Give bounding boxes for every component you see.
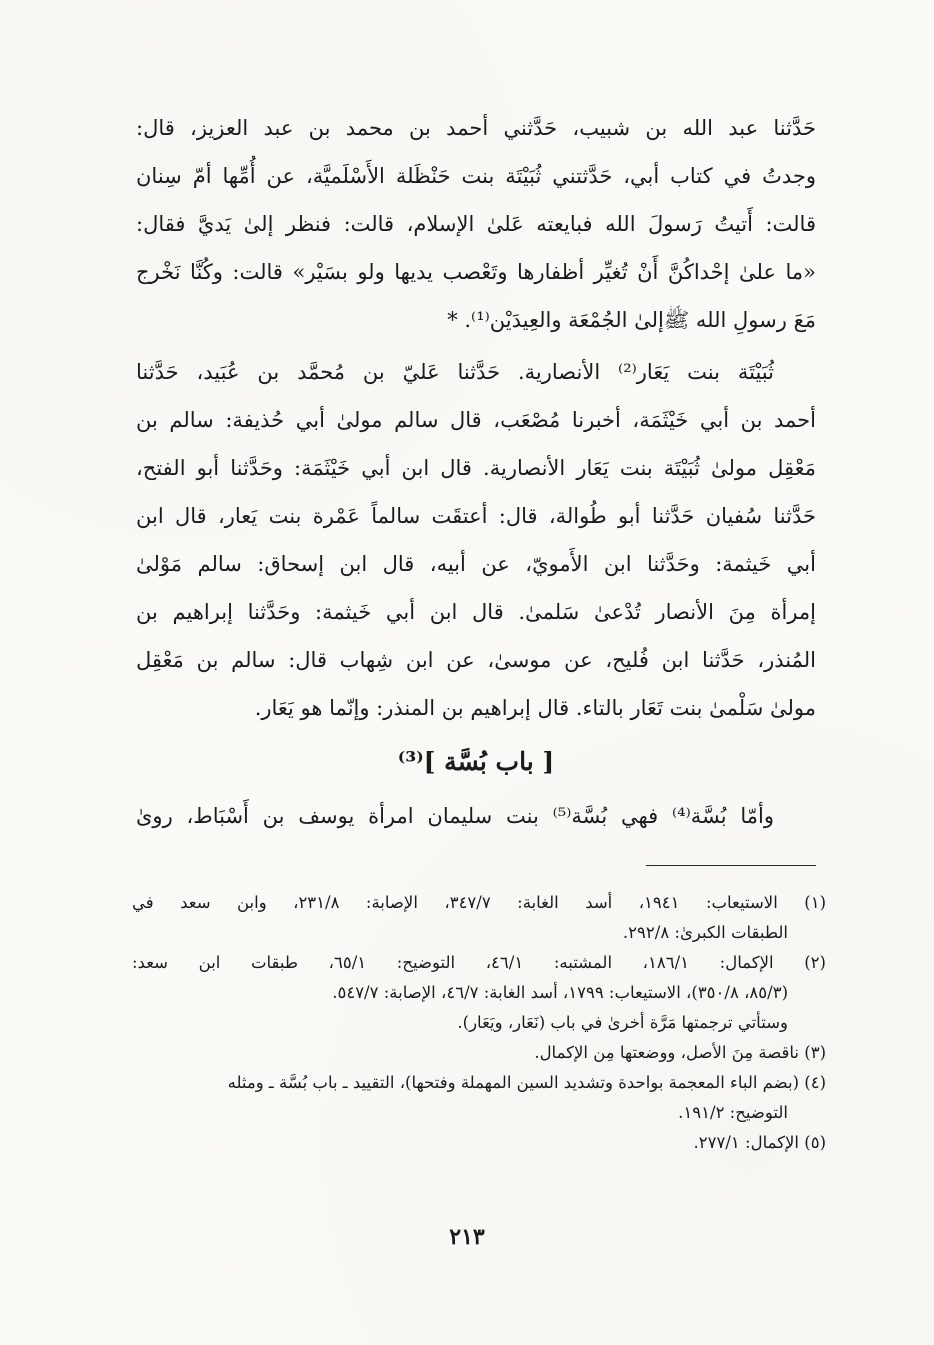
text-line: أبي خَيثمة: وحَدَّثنا ابن الأَمويّ، عن أبيه، قال ابن إسحاق: سالم مَوْلىٰ: [136, 552, 816, 576]
text-line: حَدَّثنا سُفيان حَدَّثنا أبو طُوالة، قال: أعتقَت سالماً عَمْرة بنت يَعار، قال ابن: [136, 504, 816, 528]
footnote: [132, 1128, 826, 1158]
footnote-line: (١) الاستيعاب: ١٩٤١، أسد الغابة: ٣٤٧/٧، الإصابة: ٢٣١/٨، وابن سعد في: [132, 893, 826, 912]
section-heading: [ باب بُسَّة ]⁽³⁾: [397, 747, 555, 776]
footnote: [132, 888, 826, 948]
footnote-line: (٥) الإكمال: ٢٧٧/١.: [693, 1133, 826, 1152]
paragraph-bussa: [136, 792, 816, 840]
paragraph-umm-sinan: [136, 104, 816, 344]
footnote-line: (٣) ناقصة مِنَ الأصل، ووضعتها مِن الإكمال.: [534, 1043, 826, 1062]
text-line: وجدتُ في كتاب أبي، حَدَّثتني ثُبَيْتَة بنت حَنْظَلة الأَسْلَميَّة، عن أُمِّها أمّ سِنان: [136, 164, 816, 188]
page-number: ٢١٣: [449, 1224, 485, 1250]
footnotes: [132, 888, 826, 1158]
text-line: أحمد بن أبي خَيْثَمَة، أخبرنا مُصْعَب، قال سالم مولىٰ أبي حُذيفة: سالم بن: [136, 408, 816, 432]
text-line: مولىٰ سَلْمىٰ بنت تَعَار بالتاء. قال إبراهيم بن المنذر: وإنّما هو يَعَار.: [254, 696, 816, 720]
footnote: [132, 1038, 826, 1068]
text-line: المُنذر، حَدَّثنا ابن فُليح، عن موسىٰ، عن ابن شِهاب قال: سالم بن مَعْقِل: [136, 648, 816, 672]
footnote-line: الطبقات الكبرىٰ: ٢٩٢/٨.: [622, 923, 788, 942]
text-line: قالت: أَتيتُ رَسولَ الله فبايعته عَلىٰ الإسلام، قالت: فنظر إلىٰ يَديَّ فقال:: [136, 212, 816, 236]
footnote-line: (٨٥/٣، ٣٥٠/٨)، الاستيعاب: ١٧٩٩، أسد الغابة: ٤٦/٧، الإصابة: ٥٤٧/٧.: [332, 983, 788, 1002]
text-line: وأمّا بُسَّة⁽⁴⁾ فهي بُسَّة⁽⁵⁾ بنت سليمان امرأة يوسف بن أَسْبَاط، روىٰ: [136, 804, 775, 828]
text-line: حَدَّثنا عبد الله بن شبيب، حَدَّثني أحمد بن محمد بن عبد العزيز، قال:: [136, 116, 816, 140]
text-line: «ما علىٰ إحْداكُنَّ أَنْ تُغيِّر أظفارها وتَعْصب يديها ولو بسَيْر» قالت: وكُنَّا نَخْرج: [136, 260, 816, 284]
footnote: [132, 1068, 826, 1128]
text-line: ثُبَيْتَة بنت يَعَار⁽²⁾ الأنصارية. حَدَّثنا عَليّ بن مُحمَّد بن عُبَيد، حَدَّثنا: [136, 360, 774, 384]
paragraph-thubayta: [136, 348, 816, 732]
main-text: [136, 104, 816, 840]
footnote-line: (٢) الإكمال: ١٨٦/١، المشتبه: ٤٦/١، التوضيح: ٦٥/١، طبقات ابن سعد:: [132, 953, 826, 972]
text-line: مَعْقِل مولىٰ ثُبَيْتَة بنت يَعَار الأنصارية. قال ابن أبي خَيْثَمَة: وحَدَّثنا أبو الفتح،: [136, 456, 816, 480]
text-line: مَعَ رسولِ الله ﷺإلىٰ الجُمْعَة والعِيدَيْن⁽¹⁾. *: [447, 308, 816, 332]
footnote-line: (٤) (بضم الباء المعجمة بواحدة وتشديد السين المهملة وفتحها)، التقييد ـ باب بُسَّة ـ ومثله: [227, 1073, 826, 1092]
text-line: إمرأة مِنَ الأنصار تُدْعىٰ سَلمىٰ. قال ابن أبي خَيثمة: وحَدَّثنا إبراهيم بن: [136, 600, 816, 624]
footnote: [132, 948, 826, 1038]
footnote-line: التوضيح: ١٩١/٢.: [678, 1103, 788, 1122]
footnote-line: وستأتي ترجمتها مَرَّة أخرىٰ في باب (نَعَار، ويَعَار).: [457, 1013, 788, 1032]
footnote-separator: [646, 865, 816, 866]
